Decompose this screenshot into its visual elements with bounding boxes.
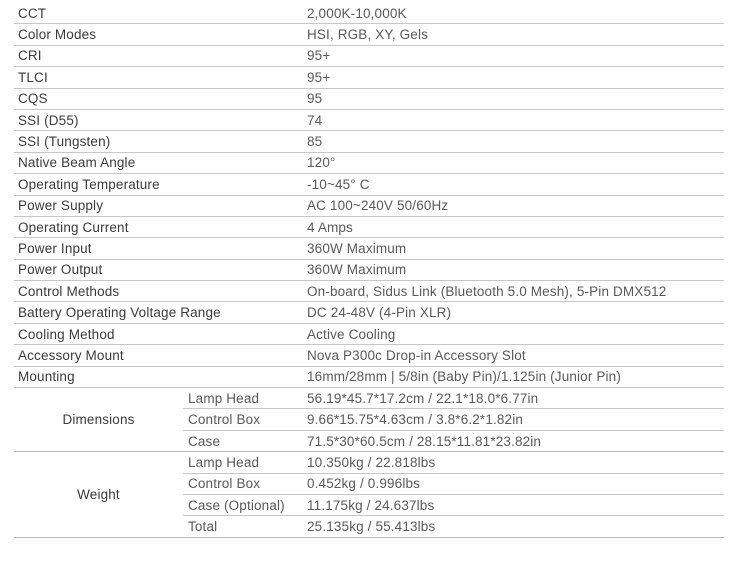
spec-row — [14, 46, 724, 67]
spec-group-rows — [183, 452, 724, 537]
spec-group-label: Dimensions — [62, 412, 135, 428]
spec-value: Active Cooling — [307, 326, 396, 342]
spec-subitem-value: 0.452kg / 0.996lbs — [307, 476, 421, 492]
spec-subitem-value: 71.5*30*60.5cm / 28.15*11.81*23.82in — [307, 433, 542, 449]
spec-value: 4 Amps — [307, 219, 353, 235]
spec-row — [14, 260, 724, 281]
spec-row — [14, 281, 724, 302]
spec-subitem-label: Case (Optional) — [188, 497, 285, 513]
spec-subitem-value: 25.135kg / 55.413lbs — [307, 519, 436, 535]
spec-label: SSI (D55) — [18, 112, 79, 128]
spec-row — [14, 367, 724, 388]
spec-subrow — [183, 495, 724, 516]
spec-label: Accessory Mount — [18, 347, 124, 363]
spec-value: 74 — [307, 112, 323, 128]
spec-value: 2,000K-10,000K — [307, 5, 407, 21]
spec-subitem-label: Total — [188, 519, 218, 535]
spec-label: Power Supply — [18, 198, 104, 214]
spec-row — [14, 324, 724, 345]
spec-label: CCT — [18, 5, 47, 21]
spec-label: CQS — [18, 91, 48, 107]
spec-row — [14, 217, 724, 238]
spec-subrow — [183, 388, 724, 409]
spec-label: TLCI — [18, 69, 48, 85]
spec-subrow — [183, 409, 724, 430]
spec-value: 85 — [307, 134, 323, 150]
spec-row — [14, 196, 724, 217]
spec-value: On-board, Sidus Link (Bluetooth 5.0 Mesh), 5-Pin DMX512 — [307, 283, 667, 299]
spec-row — [14, 345, 724, 366]
spec-subitem-label: Case — [188, 433, 221, 449]
spec-label: Color Modes — [18, 27, 97, 43]
spec-value: Nova P300c Drop-in Accessory Slot — [307, 347, 526, 363]
spec-group — [14, 452, 724, 538]
spec-subitem-value: 56.19*45.7*17.2cm / 22.1*18.0*6.77in — [307, 390, 539, 406]
spec-label: Native Beam Angle — [18, 155, 136, 171]
spec-subrow — [183, 452, 724, 473]
spec-value: 95+ — [307, 48, 331, 64]
spec-label: SSI (Tungsten) — [18, 134, 111, 150]
spec-subitem-value: 9.66*15.75*4.63cm / 3.8*6.2*1.82in — [307, 412, 524, 428]
spec-value: HSI, RGB, XY, Gels — [307, 27, 428, 43]
spec-group-rows — [183, 388, 724, 451]
spec-row — [14, 153, 724, 174]
spec-group-label: Weight — [77, 486, 120, 502]
spec-row — [14, 3, 724, 24]
spec-subitem-label: Lamp Head — [188, 390, 260, 406]
spec-value: 16mm/28mm | 5/8in (Baby Pin)/1.125in (Junior Pin) — [307, 369, 621, 385]
spec-row — [14, 302, 724, 323]
spec-label: Mounting — [18, 369, 75, 385]
spec-row — [14, 110, 724, 131]
spec-value: AC 100~240V 50/60Hz — [307, 198, 449, 214]
spec-subitem-label: Lamp Head — [188, 454, 260, 470]
spec-subrow — [183, 431, 724, 451]
spec-group — [14, 388, 724, 452]
spec-row — [14, 131, 724, 152]
spec-label: Control Methods — [18, 283, 120, 299]
spec-label: Power Input — [18, 240, 92, 256]
spec-label: CRI — [18, 48, 42, 64]
spec-value: 360W Maximum — [307, 240, 407, 256]
spec-label: Cooling Method — [18, 326, 115, 342]
spec-table — [14, 3, 724, 538]
spec-value: 95 — [307, 91, 323, 107]
spec-value: 95+ — [307, 69, 331, 85]
spec-value: DC 24-48V (4-Pin XLR) — [307, 305, 452, 321]
spec-subitem-label: Control Box — [188, 412, 261, 428]
spec-row — [14, 174, 724, 195]
spec-row — [14, 238, 724, 259]
spec-label: Battery Operating Voltage Range — [18, 305, 221, 321]
spec-subitem-value: 11.175kg / 24.637lbs — [307, 497, 435, 513]
spec-value: -10~45° C — [307, 176, 370, 192]
spec-row — [14, 67, 724, 88]
spec-subitem-value: 10.350kg / 22.818lbs — [307, 454, 436, 470]
spec-label: Operating Temperature — [18, 176, 160, 192]
spec-subitem-label: Control Box — [188, 476, 261, 492]
spec-row — [14, 24, 724, 45]
spec-row — [14, 89, 724, 110]
spec-subrow — [183, 474, 724, 495]
spec-label: Operating Current — [18, 219, 129, 235]
spec-value: 360W Maximum — [307, 262, 407, 278]
spec-label: Power Output — [18, 262, 103, 278]
spec-subrow — [183, 516, 724, 536]
spec-value: 120° — [307, 155, 336, 171]
